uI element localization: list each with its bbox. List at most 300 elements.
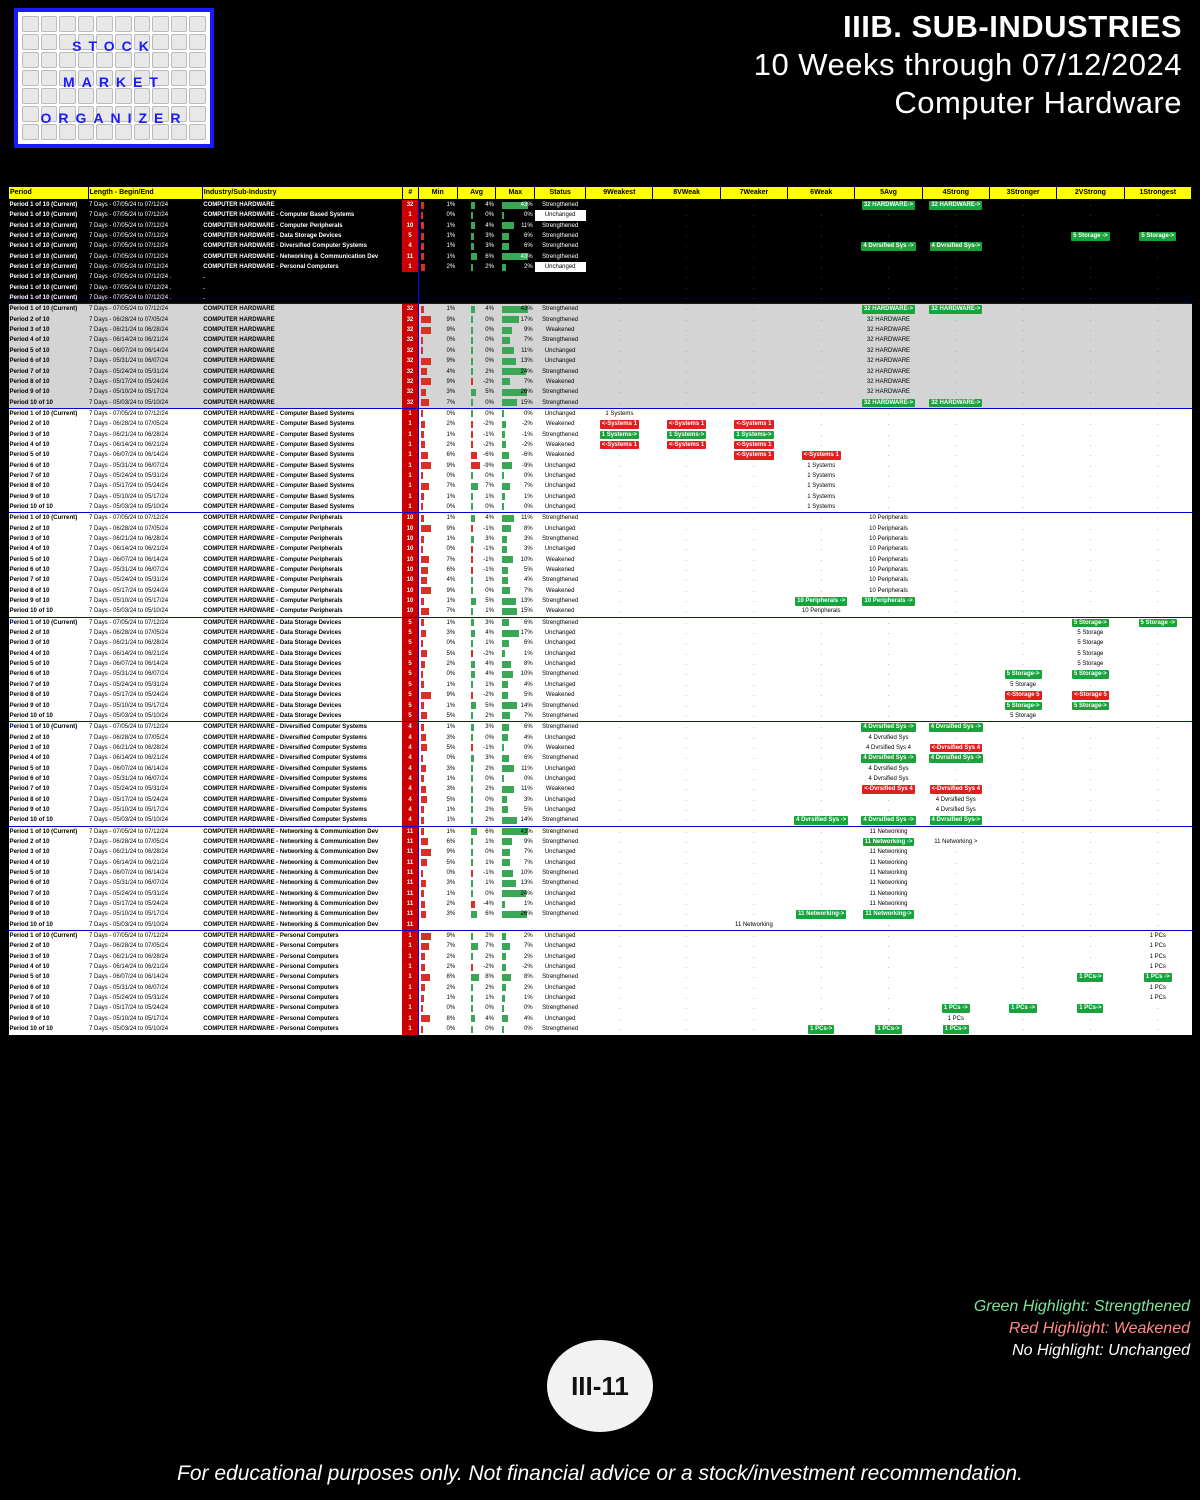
rank-placeholder: . — [1089, 441, 1092, 448]
legend-none: No Highlight: Unchanged — [1012, 1342, 1190, 1359]
rank-tag: 1 PCs -> — [1145, 974, 1170, 981]
cell-rank-7 — [720, 575, 787, 585]
cell-industry: COMPUTER HARDWARE - Personal Computers — [202, 993, 402, 1003]
rank-placeholder: . — [753, 630, 755, 637]
cell-count: 5 — [402, 649, 418, 659]
cell-rank-1 — [1124, 419, 1191, 429]
rank-placeholder: . — [887, 995, 890, 1002]
cell-rank-4 — [922, 575, 989, 585]
rank-placeholder: . — [1156, 284, 1159, 291]
cell-rank-4 — [922, 252, 989, 262]
cell-rank-9 — [586, 555, 653, 565]
cell-count: 1 — [402, 941, 418, 951]
cell-status: Strengthened — [535, 837, 586, 847]
cell-rank-4 — [922, 430, 989, 440]
cell-length: 7 Days - 06/14/24 to 06/21/24 — [88, 858, 202, 868]
cell-max-bar: 6% — [496, 241, 535, 251]
rank-placeholder: . — [618, 890, 621, 897]
cell-min-bar — [418, 293, 457, 304]
cell-industry: COMPUTER HARDWARE - Networking & Communication Dev — [202, 858, 402, 868]
cell-rank-8 — [653, 377, 720, 387]
rank-placeholder: . — [618, 233, 621, 240]
cell-length: 7 Days - 07/05/24 to 07/12/24 — [88, 513, 202, 524]
cell-length: 7 Days - 06/21/24 to 06/28/24 — [88, 743, 202, 753]
cell-length: 7 Days - 05/17/24 to 05/24/24 — [88, 690, 202, 700]
rank-placeholder: . — [954, 337, 957, 344]
rank-placeholder: . — [820, 274, 823, 281]
rank-tag: 1 PCs-> — [944, 1026, 967, 1033]
cell-industry: COMPUTER HARDWARE - Data Storage Devices — [202, 711, 402, 722]
rank-placeholder: . — [753, 859, 755, 866]
cell-rank-2 — [1057, 711, 1124, 722]
cell-rank-9 — [586, 565, 653, 575]
cell-rank-9 — [586, 680, 653, 690]
cell-rank-9 — [586, 837, 653, 847]
cell-rank-3 — [989, 649, 1056, 659]
cell-avg-bar: -1% — [457, 565, 496, 575]
rank-placeholder: . — [820, 692, 823, 699]
rank-placeholder: . — [887, 984, 890, 991]
cell-rank-2 — [1057, 993, 1124, 1003]
cell-rank-6 — [788, 774, 855, 784]
cell-min-bar: 9% — [418, 461, 457, 471]
cell-rank-3 — [989, 878, 1056, 888]
rank-placeholder: . — [1156, 712, 1159, 719]
cell-rank-3 — [989, 952, 1056, 962]
cell-status: Unchanged — [535, 899, 586, 909]
rank-placeholder: . — [753, 724, 755, 731]
rank-placeholder: . — [685, 483, 688, 490]
cell-rank-5 — [855, 753, 922, 763]
cell-period: Period 10 of 10 — [9, 502, 89, 513]
cell-length: 7 Days - 05/03/24 to 05/10/24 — [88, 398, 202, 409]
cell-rank-9 — [586, 711, 653, 722]
rank-placeholder: . — [618, 681, 621, 688]
cell-min-bar: 3% — [418, 909, 457, 919]
cell-rank-2 — [1057, 398, 1124, 409]
rank-placeholder: . — [820, 974, 823, 981]
cell-avg-bar: -1% — [457, 868, 496, 878]
rank-placeholder: . — [618, 587, 621, 594]
table-row — [9, 356, 1192, 366]
rank-placeholder: . — [685, 849, 688, 856]
rank-placeholder: . — [753, 556, 755, 563]
cell-rank-7 — [720, 1024, 787, 1034]
cell-rank-6 — [788, 262, 855, 272]
cell-avg-bar: 0% — [457, 847, 496, 857]
cell-min-bar: 9% — [418, 325, 457, 335]
cell-rank-1 — [1124, 680, 1191, 690]
cell-industry: COMPUTER HARDWARE - Diversified Computer Systems — [202, 753, 402, 763]
cell-count: 5 — [402, 669, 418, 679]
cell-rank-1 — [1124, 325, 1191, 335]
logo-key — [96, 88, 113, 104]
cell-rank-3 — [989, 575, 1056, 585]
rank-placeholder: . — [1022, 462, 1024, 469]
cell-rank-4 — [922, 387, 989, 397]
cell-rank-1 — [1124, 993, 1191, 1003]
table-row — [9, 952, 1192, 962]
rank-placeholder: . — [1022, 472, 1024, 479]
cell-count: 32 — [402, 325, 418, 335]
rank-tag: 4 Dvrsified Sys -> — [796, 817, 847, 824]
cell-length: 7 Days - 05/10/24 to 05/17/24 — [88, 387, 202, 397]
table-row — [9, 252, 1192, 262]
rank-placeholder: . — [753, 546, 755, 553]
table-row — [9, 941, 1192, 951]
cell-avg-bar: 2% — [457, 983, 496, 993]
cell-period: Period 5 of 10 — [9, 659, 89, 669]
rank-placeholder: . — [1089, 681, 1092, 688]
rank-placeholder: . — [887, 974, 890, 981]
cell-period: Period 10 of 10 — [9, 815, 89, 826]
cell-rank-5 — [855, 628, 922, 638]
disclaimer-text: For educational purposes only. Not financial advice or a stock/investment recommendation. — [177, 1462, 1023, 1485]
rank-tag: 10 Peripherals — [869, 525, 908, 532]
cell-rank-5 — [855, 617, 922, 628]
cell-min-bar: 1% — [418, 815, 457, 826]
cell-max-bar: 8% — [496, 972, 535, 982]
cell-period: Period 10 of 10 — [9, 711, 89, 722]
cell-period: Period 7 of 10 — [9, 680, 89, 690]
rank-placeholder: . — [685, 556, 688, 563]
cell-max-bar: 0% — [496, 471, 535, 481]
rank-placeholder: . — [753, 806, 755, 813]
rank-placeholder: . — [753, 974, 755, 981]
rank-placeholder: . — [753, 462, 755, 469]
rank-tag: 5 Storage — [1010, 712, 1037, 719]
cell-rank-3 — [989, 471, 1056, 481]
cell-count: 11 — [402, 826, 418, 837]
cell-industry: COMPUTER HARDWARE - Personal Computers — [202, 972, 402, 982]
rank-placeholder: . — [1156, 890, 1159, 897]
cell-industry: COMPUTER HARDWARE — [202, 304, 402, 315]
rank-placeholder: . — [618, 202, 621, 208]
cell-rank-6 — [788, 524, 855, 534]
cell-rank-7 — [720, 606, 787, 617]
cell-max-bar: 0% — [496, 502, 535, 513]
cell-period: Period 4 of 10 — [9, 753, 89, 763]
rank-placeholder: . — [618, 274, 621, 281]
cell-rank-4 — [922, 1014, 989, 1024]
cell-rank-1 — [1124, 524, 1191, 534]
rank-placeholder: . — [753, 953, 755, 960]
rank-tag: 1 PCs — [1149, 943, 1166, 950]
logo-word-market: MARKET — [63, 74, 165, 90]
cell-rank-4 — [922, 398, 989, 409]
rank-placeholder: . — [1089, 755, 1092, 762]
cell-max-bar: 24% — [496, 367, 535, 377]
cell-status: Unchanged — [535, 659, 586, 669]
header-max: Max — [496, 187, 535, 200]
rank-tag: 11 Networking — [869, 901, 908, 908]
rank-placeholder: . — [685, 734, 688, 741]
legend-green: Green Highlight: Strengthened — [973, 1298, 1190, 1315]
rank-placeholder: . — [820, 964, 823, 971]
cell-period: Period 4 of 10 — [9, 962, 89, 972]
cell-max-bar: 7% — [496, 711, 535, 722]
rank-placeholder: . — [820, 630, 823, 637]
cell-industry: COMPUTER HARDWARE - Computer Based Systems — [202, 492, 402, 502]
rank-placeholder: . — [618, 536, 621, 542]
rank-placeholder: . — [685, 274, 688, 281]
cell-length: 7 Days - 05/17/24 to 05/24/24 — [88, 481, 202, 491]
cell-rank-5 — [855, 502, 922, 513]
table-row — [9, 471, 1192, 481]
rank-placeholder: . — [618, 1005, 621, 1012]
cell-max-bar: 11% — [496, 346, 535, 356]
rank-placeholder: . — [1089, 264, 1092, 271]
cell-rank-8 — [653, 952, 720, 962]
cell-industry: COMPUTER HARDWARE - Computer Based Systems — [202, 450, 402, 460]
cell-max-bar: 6% — [496, 753, 535, 763]
cell-count: 11 — [402, 837, 418, 847]
cell-status: Strengthened — [535, 252, 586, 262]
table-row — [9, 419, 1192, 429]
rank-placeholder: . — [618, 702, 621, 709]
rank-placeholder: . — [887, 284, 890, 291]
cell-rank-2 — [1057, 315, 1124, 325]
cell-rank-8 — [653, 596, 720, 606]
cell-rank-1 — [1124, 283, 1191, 293]
cell-length: 7 Days - 06/14/24 to 06/21/24 — [88, 544, 202, 554]
rank-placeholder: . — [618, 1026, 621, 1033]
cell-rank-2 — [1057, 826, 1124, 837]
cell-rank-1 — [1124, 565, 1191, 575]
cell-count: 10 — [402, 555, 418, 565]
rank-placeholder: . — [1156, 786, 1159, 793]
rank-placeholder: . — [753, 640, 755, 647]
cell-avg-bar: -2% — [457, 690, 496, 700]
cell-rank-2 — [1057, 1024, 1124, 1034]
rank-placeholder: . — [753, 306, 755, 313]
cell-rank-1 — [1124, 575, 1191, 585]
rank-placeholder: . — [887, 274, 890, 281]
cell-rank-4 — [922, 325, 989, 335]
cell-count: 1 — [402, 430, 418, 440]
cell-rank-2 — [1057, 784, 1124, 794]
cell-count: 1 — [402, 210, 418, 220]
cell-rank-9 — [586, 283, 653, 293]
rank-placeholder: . — [954, 295, 957, 302]
cell-rank-5 — [855, 847, 922, 857]
brand-logo — [14, 8, 214, 148]
cell-rank-9 — [586, 784, 653, 794]
cell-rank-4 — [922, 993, 989, 1003]
cell-status: Unchanged — [535, 805, 586, 815]
rank-placeholder: . — [618, 598, 621, 605]
cell-rank-7 — [720, 502, 787, 513]
rank-placeholder: . — [887, 681, 890, 688]
rank-placeholder: . — [1156, 421, 1159, 428]
cell-max-bar — [496, 293, 535, 304]
cell-period: Period 4 of 10 — [9, 544, 89, 554]
rank-placeholder: . — [685, 243, 688, 250]
rank-placeholder: . — [618, 765, 621, 772]
rank-placeholder: . — [820, 389, 823, 396]
table-body — [9, 200, 1192, 1035]
cell-rank-5 — [855, 733, 922, 743]
rank-placeholder: . — [1089, 389, 1092, 396]
cell-avg-bar: 0% — [457, 733, 496, 743]
cell-period: Period 8 of 10 — [9, 1003, 89, 1013]
rank-placeholder: . — [1022, 734, 1024, 741]
cell-rank-4 — [922, 262, 989, 272]
cell-max-bar: -2% — [496, 440, 535, 450]
cell-max-bar: 43% — [496, 304, 535, 315]
cell-status: Strengthened — [535, 315, 586, 325]
cell-avg-bar: -2% — [457, 440, 496, 450]
rank-placeholder: . — [753, 828, 755, 835]
rank-placeholder: . — [753, 316, 755, 323]
rank-placeholder: . — [954, 880, 957, 887]
cell-industry: COMPUTER HARDWARE - Data Storage Devices — [202, 649, 402, 659]
cell-rank-1 — [1124, 210, 1191, 220]
rank-placeholder: . — [685, 838, 688, 845]
rank-tag: <-Dvrsified Sys 4 — [931, 786, 981, 793]
cell-avg-bar: 2% — [457, 367, 496, 377]
rank-placeholder: . — [1022, 786, 1024, 793]
cell-period: Period 1 of 10 (Current) — [9, 722, 89, 733]
cell-period: Period 2 of 10 — [9, 628, 89, 638]
cell-count: 11 — [402, 909, 418, 919]
cell-length: 7 Days - 07/05/24 to 07/12/24 — [88, 931, 202, 942]
cell-rank-8 — [653, 701, 720, 711]
rank-placeholder: . — [618, 284, 621, 291]
cell-status — [535, 272, 586, 282]
rank-placeholder: . — [1089, 421, 1092, 428]
cell-period: Period 3 of 10 — [9, 743, 89, 753]
rank-placeholder: . — [685, 1005, 688, 1012]
cell-min-bar: 1% — [418, 534, 457, 544]
cell-status: Unchanged — [535, 680, 586, 690]
cell-max-bar: 14% — [496, 701, 535, 711]
rank-placeholder: . — [753, 734, 755, 741]
cell-max-bar: 6% — [496, 722, 535, 733]
cell-rank-6 — [788, 1014, 855, 1024]
cell-length: 7 Days - 06/14/24 to 06/21/24 — [88, 649, 202, 659]
rank-placeholder: . — [618, 661, 621, 668]
rank-placeholder: . — [954, 274, 957, 281]
rank-placeholder: . — [1022, 933, 1024, 940]
cell-period: Period 2 of 10 — [9, 837, 89, 847]
rank-placeholder: . — [618, 724, 621, 731]
cell-count: 1 — [402, 471, 418, 481]
cell-rank-6 — [788, 826, 855, 837]
cell-period: Period 1 of 10 (Current) — [9, 231, 89, 241]
cell-avg-bar — [457, 283, 496, 293]
rank-placeholder: . — [887, 953, 890, 960]
cell-rank-2 — [1057, 586, 1124, 596]
cell-industry: COMPUTER HARDWARE - Diversified Computer Systems — [202, 764, 402, 774]
cell-rank-1 — [1124, 262, 1191, 272]
rank-placeholder: . — [685, 462, 688, 469]
cell-rank-9 — [586, 826, 653, 837]
cell-rank-5 — [855, 743, 922, 753]
header-rank-2vstrong: 2VStrong — [1057, 187, 1124, 200]
header-rank-8vweak: 8VWeak — [653, 187, 720, 200]
cell-rank-2 — [1057, 555, 1124, 565]
rank-placeholder: . — [753, 608, 755, 615]
rank-tag: <-Systems 1 — [601, 441, 637, 448]
rank-placeholder: . — [820, 943, 823, 950]
cell-rank-3 — [989, 304, 1056, 315]
cell-rank-6 — [788, 993, 855, 1003]
table-row — [9, 430, 1192, 440]
rank-tag: 10 Peripherals — [869, 222, 908, 229]
cell-status: Unchanged — [535, 889, 586, 899]
rank-tag: 4 Dvrsified Sys — [868, 775, 909, 782]
rank-placeholder: . — [685, 775, 688, 782]
cell-min-bar: 0% — [418, 753, 457, 763]
cell-avg-bar: -2% — [457, 962, 496, 972]
rank-placeholder: . — [685, 536, 688, 542]
rank-placeholder: . — [1022, 378, 1024, 385]
cell-count: 10 — [402, 596, 418, 606]
rank-placeholder: . — [618, 452, 621, 459]
cell-rank-1 — [1124, 690, 1191, 700]
rank-placeholder: . — [954, 378, 957, 385]
rank-tag: 32 HARDWARE — [866, 378, 911, 385]
cell-rank-6 — [788, 805, 855, 815]
rank-placeholder: . — [1089, 943, 1092, 950]
cell-count: 11 — [402, 858, 418, 868]
cell-rank-9 — [586, 471, 653, 481]
cell-rank-9 — [586, 669, 653, 679]
table-row — [9, 920, 1192, 931]
cell-rank-9 — [586, 972, 653, 982]
cell-length: 7 Days - 05/17/24 to 05/24/24 — [88, 795, 202, 805]
cell-status: Strengthened — [535, 304, 586, 315]
rank-placeholder: . — [685, 619, 688, 626]
cell-rank-3 — [989, 868, 1056, 878]
cell-rank-7 — [720, 586, 787, 596]
cell-rank-8 — [653, 471, 720, 481]
cell-rank-8 — [653, 408, 720, 419]
cell-period: Period 6 of 10 — [9, 878, 89, 888]
cell-rank-2 — [1057, 1003, 1124, 1013]
cell-rank-6 — [788, 565, 855, 575]
table-row — [9, 1014, 1192, 1024]
rank-placeholder: . — [685, 984, 688, 991]
rank-placeholder: . — [954, 702, 957, 709]
rank-placeholder: . — [1022, 233, 1024, 240]
rank-placeholder: . — [1156, 525, 1159, 532]
cell-rank-3 — [989, 461, 1056, 471]
cell-rank-3 — [989, 272, 1056, 282]
cell-rank-4 — [922, 356, 989, 366]
cell-avg-bar: 1% — [457, 638, 496, 648]
rank-placeholder: . — [1156, 378, 1159, 385]
cell-rank-1 — [1124, 722, 1191, 733]
cell-count — [402, 283, 418, 293]
cell-rank-8 — [653, 711, 720, 722]
rank-placeholder: . — [753, 536, 755, 542]
rank-placeholder: . — [954, 525, 957, 532]
rank-placeholder: . — [618, 243, 621, 250]
logo-key — [41, 16, 58, 32]
rank-placeholder: . — [887, 212, 890, 219]
rank-placeholder: . — [1156, 681, 1159, 688]
cell-max-bar: 26% — [496, 387, 535, 397]
cell-status: Unchanged — [535, 649, 586, 659]
cell-rank-1 — [1124, 471, 1191, 481]
cell-rank-4 — [922, 722, 989, 733]
rank-placeholder: . — [685, 828, 688, 835]
cell-rank-6 — [788, 1003, 855, 1013]
cell-rank-8 — [653, 1003, 720, 1013]
cell-rank-3 — [989, 617, 1056, 628]
